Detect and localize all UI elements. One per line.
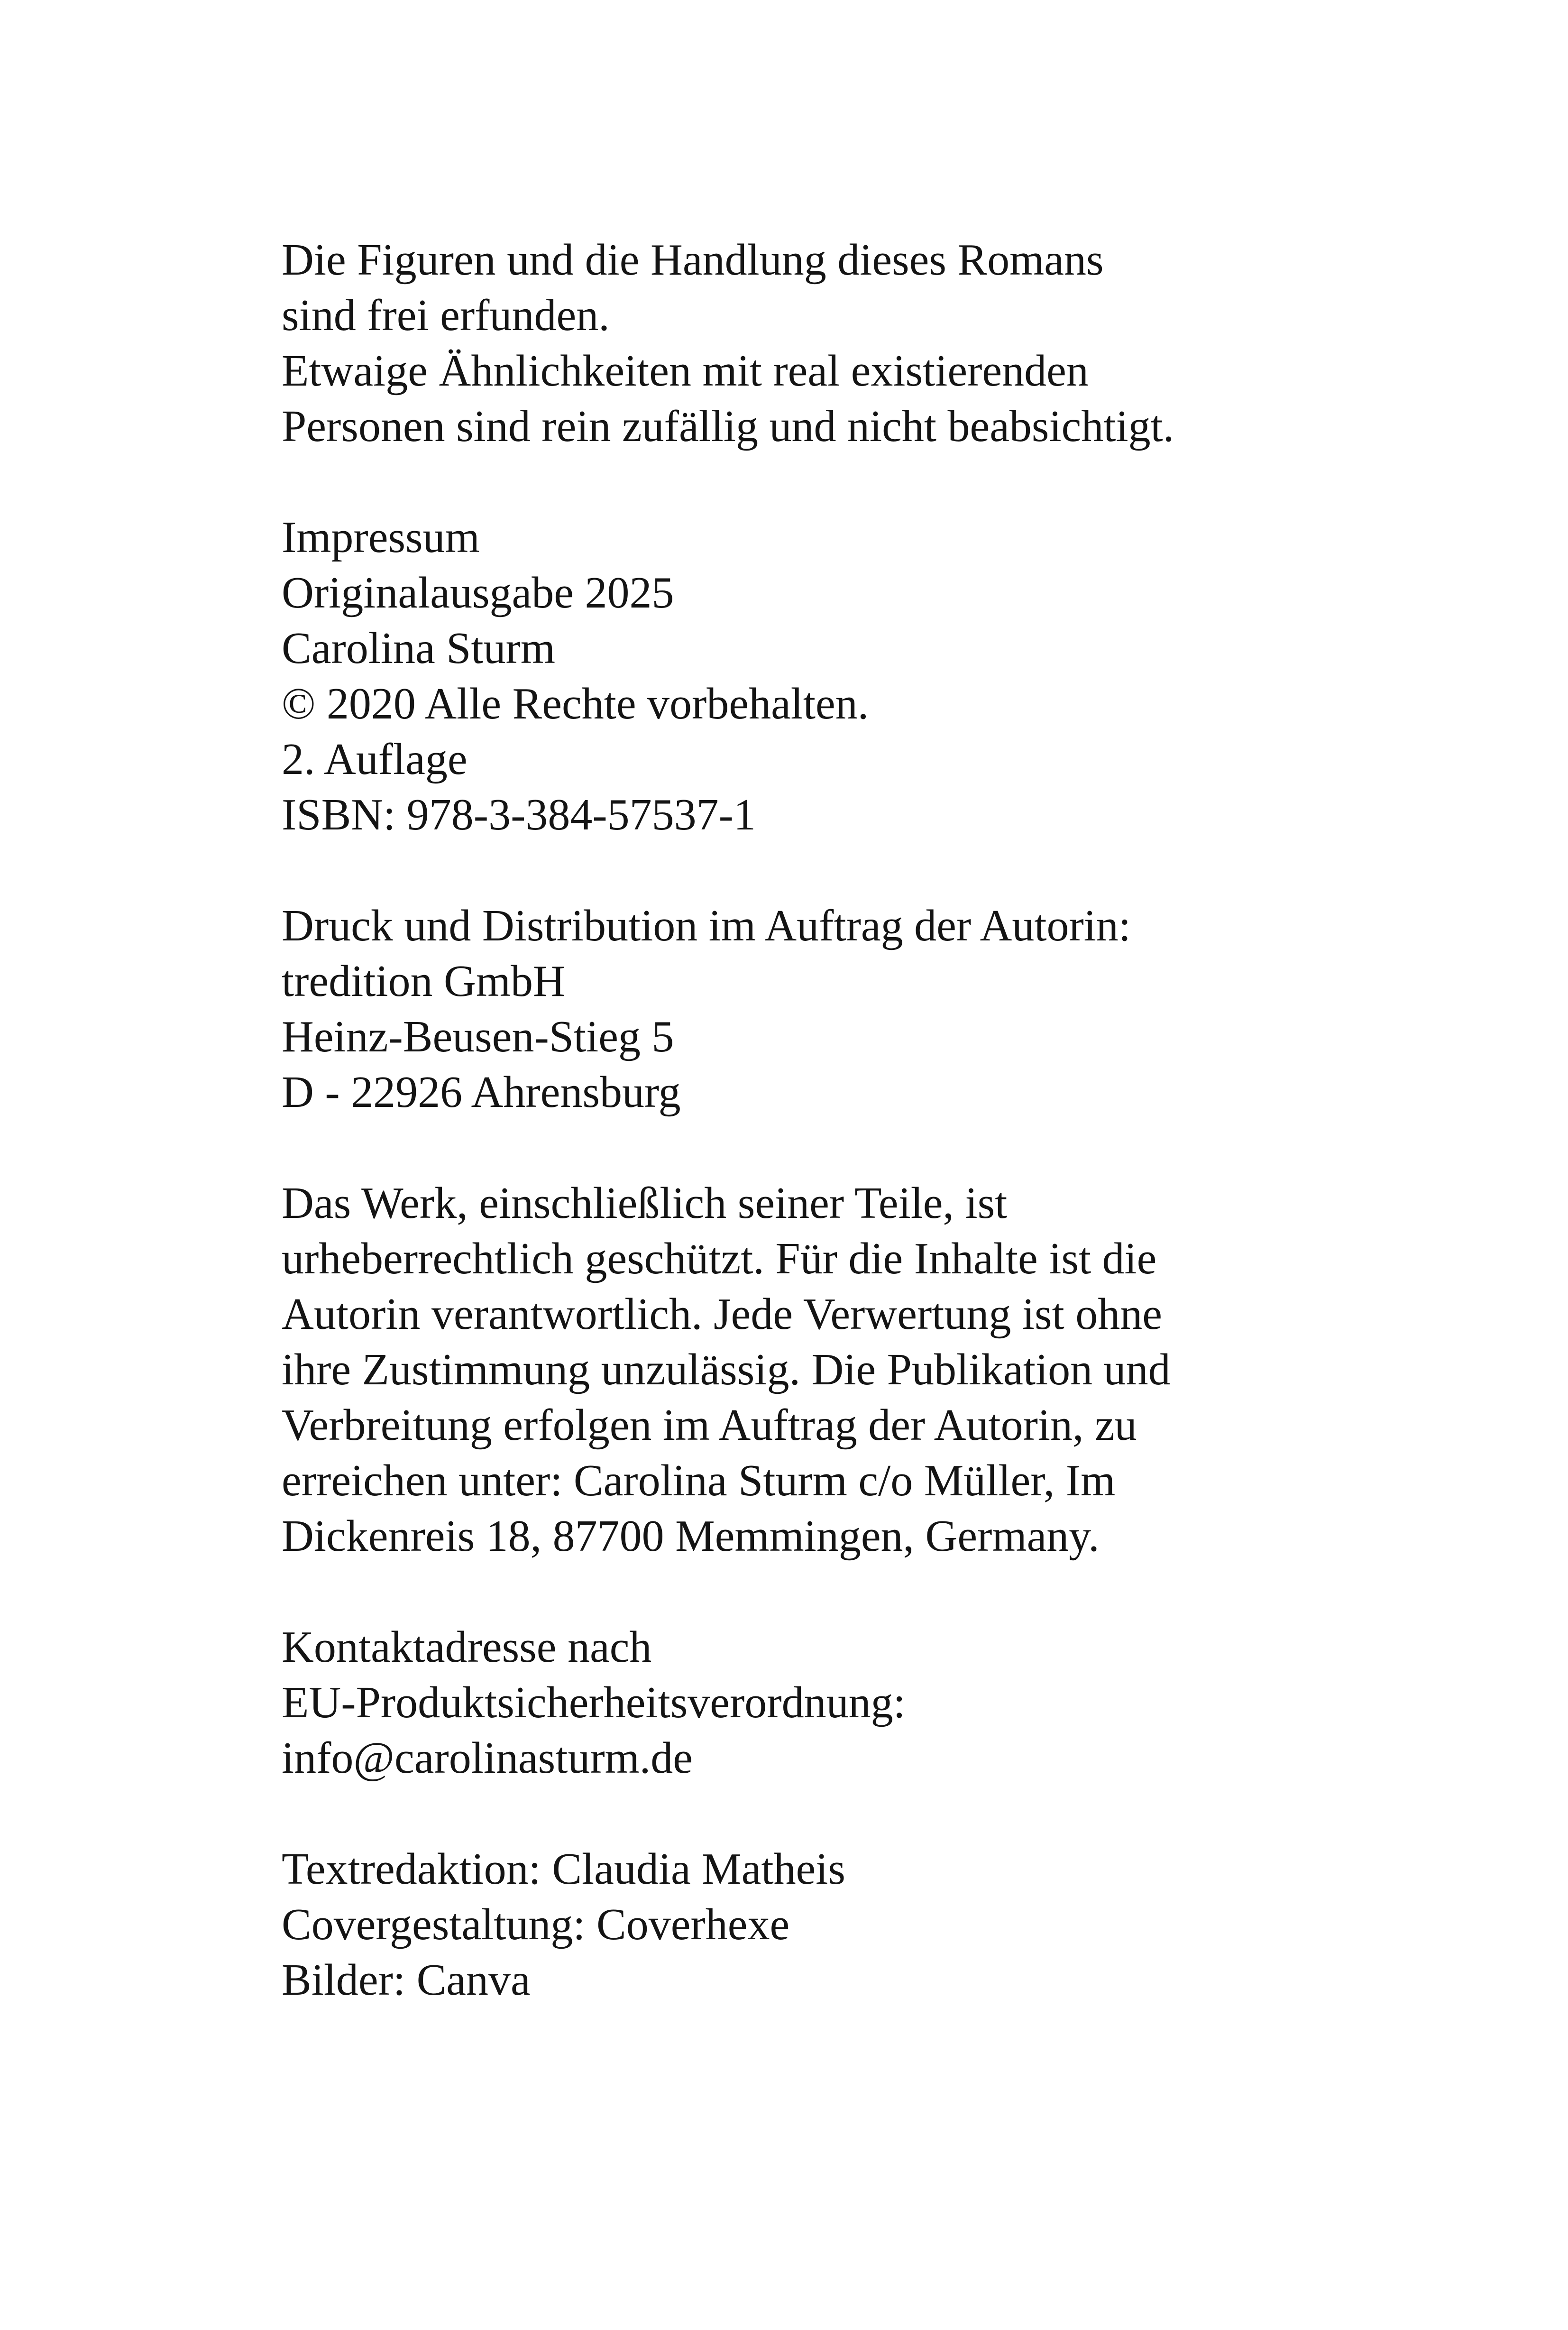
copyright-notice-line: ihre Zustimmung unzulässig. Die Publikation und [282, 1345, 1171, 1394]
copyright-line: © 2020 Alle Rechte vorbehalten. [282, 679, 869, 728]
distribution-line: Druck und Distribution im Auftrag der Autorin: [282, 901, 1131, 950]
imprint-block [282, 510, 1372, 843]
credit-editing: Textredaktion: Claudia Matheis [282, 1844, 845, 1894]
disclaimer-line: Personen sind rein zufällig und nicht beabsichtigt. [282, 402, 1174, 451]
credit-cover: Covergestaltung: Coverhexe [282, 1900, 790, 1949]
isbn-line: ISBN: 978-3-384-57537-1 [282, 790, 756, 839]
copyright-notice-line: Dickenreis 18, 87700 Memmingen, Germany. [282, 1511, 1100, 1561]
publisher-street: Heinz-Beusen-Stieg 5 [282, 1012, 674, 1061]
edition-line: Originalausgabe 2025 [282, 568, 674, 617]
disclaimer-line: sind frei erfunden. [282, 291, 610, 340]
credit-images: Bilder: Canva [282, 1955, 531, 2005]
contact-label: EU-Produktsicherheitsverordnung: [282, 1678, 906, 1727]
copyright-notice-line: urheberrechtlich geschützt. Für die Inhalte ist die [282, 1234, 1157, 1283]
copyright-notice-block [282, 1176, 1372, 1564]
printing-line: 2. Auflage [282, 735, 468, 784]
contact-block [282, 1620, 1372, 1786]
disclaimer-line: Etwaige Ähnlichkeiten mit real existierenden [282, 346, 1089, 396]
copyright-notice-line: Autorin verantwortlich. Jede Verwertung ist ohne [282, 1289, 1162, 1339]
author-name: Carolina Sturm [282, 624, 555, 673]
disclaimer-block [282, 232, 1372, 454]
distribution-block [282, 898, 1372, 1120]
contact-email: info@carolinasturm.de [282, 1733, 693, 1783]
disclaimer-line: Die Figuren und die Handlung dieses Romans [282, 235, 1104, 285]
imprint-heading: Impressum [282, 513, 480, 562]
contact-label: Kontaktadresse nach [282, 1622, 652, 1672]
copyright-notice-line: erreichen unter: Carolina Sturm c/o Müller, Im [282, 1456, 1116, 1505]
copyright-notice-line: Verbreitung erfolgen im Auftrag der Autorin, zu [282, 1400, 1137, 1450]
copyright-notice-line: Das Werk, einschließlich seiner Teile, ist [282, 1179, 1008, 1228]
publisher-city: D - 22926 Ahrensburg [282, 1068, 681, 1117]
imprint-text-column [282, 232, 1372, 2008]
publisher-name: tredition GmbH [282, 957, 565, 1006]
credits-block [282, 1842, 1372, 2008]
